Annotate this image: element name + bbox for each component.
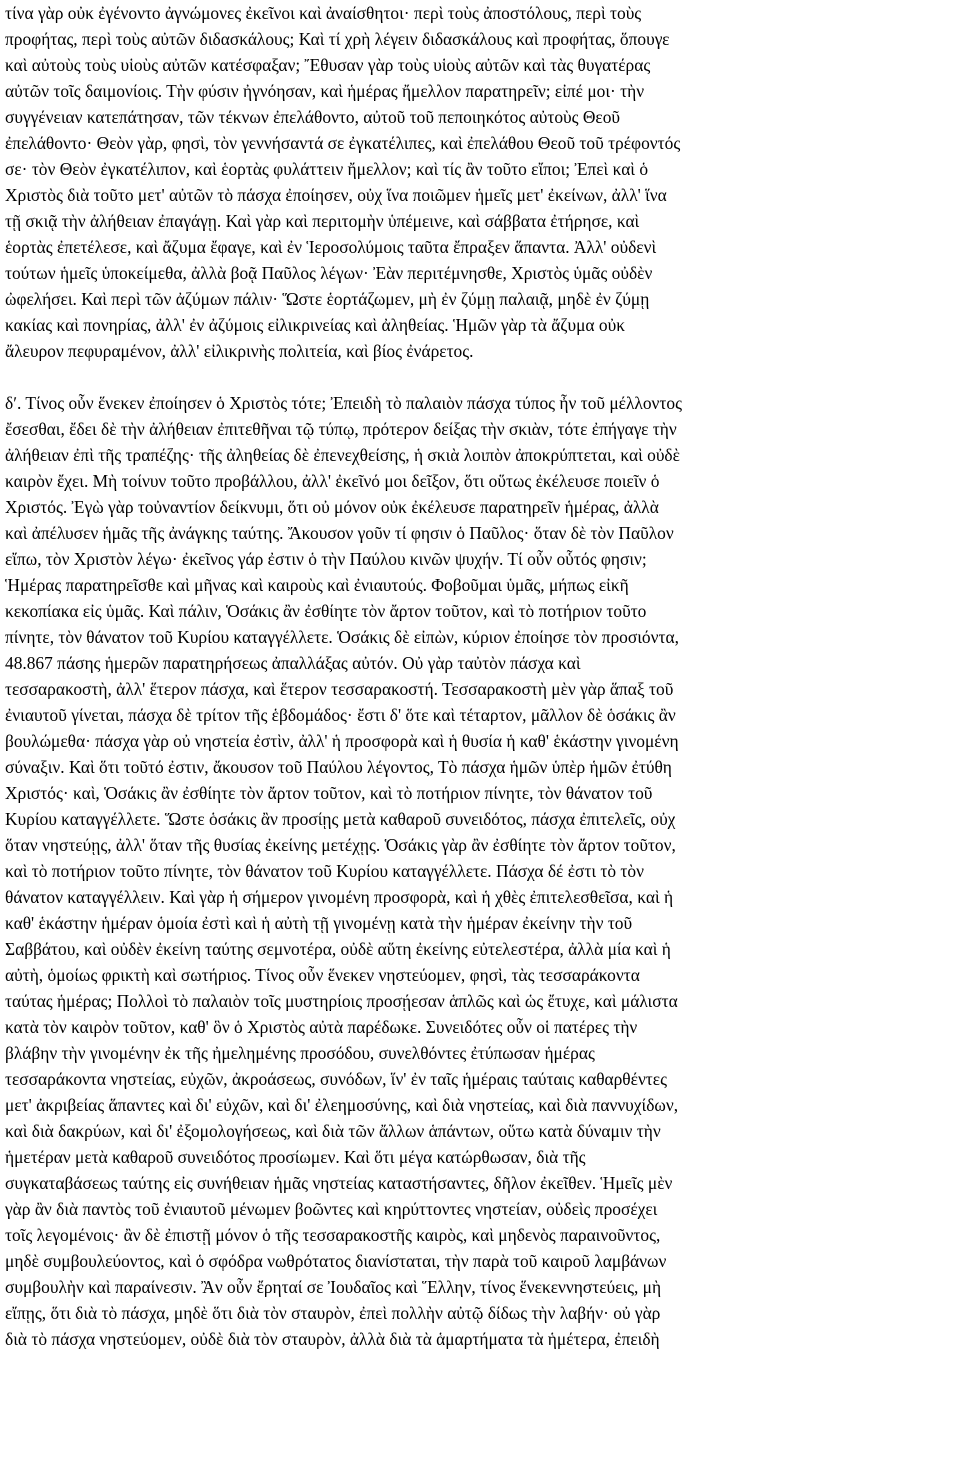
text-line: ἀλήθειαν ἐπὶ τῆς τραπέζης· τῆς ἀληθείας δὲ ἐπενεχθείσης, ἡ σκιὰ λοιπὸν ἀποκρύπτεται, καὶ οὐδὲ bbox=[5, 445, 680, 465]
text-line: σε· τὸν Θεὸν ἐγκατέλιπον, καὶ ἑορτὰς φυλάττειν ἤμελλον; καὶ τίς ἂν τοῦτο εἴποι; Ἐπεὶ καὶ ὁ bbox=[5, 159, 649, 179]
text-line: τῇ σκιᾷ τὴν ἀλήθειαν ἐπαγάγῃ. Καὶ γὰρ καὶ περιτομὴν ὑπέμεινε, καὶ σάββατα ἐτήρησε, καὶ bbox=[5, 211, 640, 231]
text-line: συγγένειαν κατεπάτησαν, τῶν τέκνων ἐπελάθοντο, αὐτοῦ τοῦ πεποιηκότος αὐτοὺς Θεοῦ bbox=[5, 107, 621, 127]
text-line: καὶ αὐτοὺς τοὺς υἱοὺς αὐτῶν κατέσφαξαν; Ἔθυσαν γὰρ τοὺς υἱοὺς αὐτῶν καὶ τὰς θυγατέρας bbox=[5, 55, 651, 75]
text-line: καιρὸν ἔχει. Μὴ τοίνυν τοῦτο προβάλλου, ἀλλ' ἐκεῖνό μοι δεῖξον, ὅτι οὕτως ἐκέλευσε ποιεῖν ὁ bbox=[5, 471, 660, 491]
text-line: Κυρίου καταγγέλλετε. Ὥστε ὁσάκις ἂν προσίῃς μετὰ καθαροῦ συνειδότος, πάσχα ἐπιτελεῖς, οὐχ bbox=[5, 809, 676, 829]
text-line: συμβουλὴν καὶ παραίνεσιν. Ἂν οὖν ἔρηταί σε Ἰουδαῖος καὶ Ἕλλην, τίνος ἕνεκεννηστεύεις, μὴ bbox=[5, 1277, 662, 1297]
text-line: μηδὲ συμβουλεύοντος, καὶ ὁ σφόδρα νωθρότατος διανίσταται, τὴν παρὰ τοῦ καιροῦ λαμβάνων bbox=[5, 1251, 667, 1271]
text-line: ἐνιαυτοῦ γίνεται, πάσχα δὲ τρίτον τῆς ἑβδομάδος· ἔστι δ' ὅτε καὶ τέταρτον, μᾶλλον δὲ ὁσάκις ἂν bbox=[5, 705, 676, 725]
text-line: αὐτῶν τοῖς δαιμονίοις. Τὴν φύσιν ἠγνόησαν, καὶ ἡμέρας ἤμελλον παρατηρεῖν; εἰπέ μοι· τὴν bbox=[5, 81, 645, 101]
text-line: ἔσεσθαι, ἔδει δὲ τὴν ἀλήθειαν ἐπιτεθῆναι τῷ τύπῳ, πρότερον δείξας τὴν σκιὰν, τότε ἐπήγαγε τὴν bbox=[5, 419, 677, 439]
text-line: εἴπῃς, ὅτι διὰ τὸ πάσχα, μηδὲ ὅτι διὰ τὸν σταυρὸν, ἐπεὶ πολλὴν αὐτῷ δίδως τὴν λαβήν· οὐ γὰρ bbox=[5, 1303, 661, 1323]
text-line: γὰρ ἂν διὰ παντὸς τοῦ ἐνιαυτοῦ μένωμεν βοῶντες καὶ κηρύττοντες νηστείαν, οὐδεὶς προσέχει bbox=[5, 1199, 658, 1219]
paragraph-2 bbox=[5, 390, 957, 1352]
text-line: μετ' ἀκριβείας ἅπαντες καὶ δι' εὐχῶν, καὶ δι' ἐλεημοσύνης, καὶ διὰ νηστείας, καὶ διὰ παννυχίδων, bbox=[5, 1095, 679, 1115]
text-line: Σαββάτου, καὶ οὐδὲν ἐκείνη ταύτης σεμνοτέρα, οὐδὲ αὕτη ἐκείνης εὐτελεστέρα, ἀλλὰ μία καὶ ἡ bbox=[5, 939, 671, 959]
text-line: ἡμετέραν μετὰ καθαροῦ συνειδότος προσίωμεν. Καὶ ὅτι μέγα κατώρθωσαν, διὰ τῆς bbox=[5, 1147, 586, 1167]
paragraph-gap bbox=[5, 364, 957, 390]
text-line: Ἡμέρας παρατηρεῖσθε καὶ μῆνας καὶ καιροὺς καὶ ἐνιαυτούς. Φοβοῦμαι ὑμᾶς, μήπως εἰκῆ bbox=[5, 575, 629, 595]
text-line: αὐτὴ, ὁμοίως φρικτὴ καὶ σωτήριος. Τίνος οὖν ἕνεκεν νηστεύομεν, φησὶ, τὰς τεσσαράκοντα bbox=[5, 965, 640, 985]
text-line: ἄλευρον πεφυραμένον, ἀλλ' εἰλικρινὴς πολιτεία, καὶ βίος ἐνάρετος. bbox=[5, 341, 474, 361]
text-line: κεκοπίακα εἰς ὑμᾶς. Καὶ πάλιν, Ὁσάκις ἂν ἐσθίητε τὸν ἄρτον τοῦτον, καὶ τὸ ποτήριον τοῦτο bbox=[5, 601, 647, 621]
text-line: τούτων ἡμεῖς ὑποκείμεθα, ἀλλὰ βοᾷ Παῦλος λέγων· Ἐὰν περιτέμνησθε, Χριστὸς ὑμᾶς οὐδὲν bbox=[5, 263, 653, 283]
text-line: καθ' ἑκάστην ἡμέραν ὁμοία ἐστὶ καὶ ἡ αὐτὴ τῇ γινομένῃ κατὰ τὴν ἡμέραν ἐκείνην τὴν τοῦ bbox=[5, 913, 633, 933]
text-line: καὶ ἀπέλυσεν ἡμᾶς τῆς ἀνάγκης ταύτης. Ἄκουσον γοῦν τί φησιν ὁ Παῦλος· ὅταν δὲ τὸν Παῦλον bbox=[5, 523, 674, 543]
text-line: 48.867 πάσης ἡμερῶν παρατηρήσεως ἀπαλλάξας αὐτόν. Οὐ γὰρ ταὐτὸν πάσχα καὶ bbox=[5, 653, 581, 673]
text-line: κατὰ τὸν καιρὸν τοῦτον, καθ' ὃν ὁ Χριστὸς αὐτὰ παρέδωκε. Συνειδότες οὖν οἱ πατέρες τὴν bbox=[5, 1017, 638, 1037]
text-line: τοῖς λεγομένοις· ἂν δὲ ἐπιστῇ μόνον ὁ τῆς τεσσαρακοστῆς καιρὸς, καὶ μηδενὸς παραινοῦντος, bbox=[5, 1225, 661, 1245]
text-line: ὅταν νηστεύῃς, ἀλλ' ὅταν τῆς θυσίας ἐκείνης μετέχῃς. Ὁσάκις γὰρ ἂν ἐσθίητε τὸν ἄρτον τοῦτον, bbox=[5, 835, 676, 855]
paragraph-1 bbox=[5, 0, 957, 364]
text-line: βουλώμεθα· πάσχα γὰρ οὐ νηστεία ἐστὶν, ἀλλ' ἡ προσφορὰ καὶ ἡ θυσία ἡ καθ' ἑκάστην γινομένη bbox=[5, 731, 679, 751]
text-line: Χριστός. Ἐγὼ γὰρ τοὐναντίον δείκνυμι, ὅτι οὐ μόνον οὐκ ἐκέλευσε παρατηρεῖν ἡμέρας, ἀλλὰ bbox=[5, 497, 659, 517]
text-line: ἑορτὰς ἐπετέλεσε, καὶ ἄζυμα ἔφαγε, καὶ ἐν Ἱεροσολύμοις ταῦτα ἔπραξεν ἅπαντα. Ἀλλ' οὐδενὶ bbox=[5, 237, 657, 257]
text-line: διὰ τὸ πάσχα νηστεύομεν, οὐδὲ διὰ τὸν σταυρὸν, ἀλλὰ διὰ τὰ ἁμαρτήματα τὰ ἡμέτερα, ἐπειδὴ bbox=[5, 1329, 660, 1349]
text-line: τίνα γὰρ οὐκ ἐγένοντο ἀγνώμονες ἐκεῖνοι καὶ ἀναίσθητοι· περὶ τοὺς ἀποστόλους, περὶ τοὺς bbox=[5, 3, 642, 23]
text-line: σύναξιν. Καὶ ὅτι τοῦτό ἐστιν, ἄκουσον τοῦ Παύλου λέγοντος, Τὸ πάσχα ἡμῶν ὑπὲρ ἡμῶν ἐτύθη bbox=[5, 757, 672, 777]
text-line: πίνητε, τὸν θάνατον τοῦ Κυρίου καταγγέλλετε. Ὁσάκις δὲ εἰπὼν, κύριον ἐποίησε τὸν προσιόντα, bbox=[5, 627, 679, 647]
text-line: συγκαταβάσεως ταύτης εἰς συνήθειαν ἡμᾶς νηστείας καταστήσαντες, δῆλον ἐκεῖθεν. Ἡμεῖς μὲν bbox=[5, 1173, 673, 1193]
text-line: εἴπω, τὸν Χριστὸν λέγω· ἐκεῖνος γάρ ἐστιν ὁ τὴν Παύλου κινῶν ψυχήν. Τί οὖν οὗτός φησιν; bbox=[5, 549, 647, 569]
text-line: κακίας καὶ πονηρίας, ἀλλ' ἐν ἀζύμοις εἰλικρινείας καὶ ἀληθείας. Ἡμῶν γὰρ τὰ ἄζυμα οὐκ bbox=[5, 315, 625, 335]
text-line: θάνατον καταγγέλλειν. Καὶ γὰρ ἡ σήμερον γινομένη προσφορὰ, καὶ ἡ χθὲς ἐπιτελεσθεῖσα, καὶ ἡ bbox=[5, 887, 674, 907]
text-line: ὠφελήσει. Καὶ περὶ τῶν ἀζύμων πάλιν· Ὥστε ἑορτάζωμεν, μὴ ἐν ζύμῃ παλαιᾷ, μηδὲ ἐν ζύμῃ bbox=[5, 289, 650, 309]
text-line: βλάβην τὴν γινομένην ἐκ τῆς ἠμελημένης προσόδου, συνελθόντες ἐτύπωσαν ἡμέρας bbox=[5, 1043, 595, 1063]
text-line: τεσσαρακοστὴ, ἀλλ' ἕτερον πάσχα, καὶ ἕτερον τεσσαρακοστή. Τεσσαρακοστὴ μὲν γὰρ ἅπαξ τοῦ bbox=[5, 679, 674, 699]
text-line: ταύτας ἡμέρας; Πολλοὶ τὸ παλαιὸν τοῖς μυστηρίοις προσῄεσαν ἁπλῶς καὶ ὡς ἔτυχε, καὶ μάλιστα bbox=[5, 991, 678, 1011]
text-line: προφήτας, περὶ τοὺς αὐτῶν διδασκάλους; Καὶ τί χρὴ λέγειν διδασκάλους καὶ προφήτας, ὅπουγε bbox=[5, 29, 670, 49]
text-line: τεσσαράκοντα νηστείας, εὐχῶν, ἀκροάσεως, συνόδων, ἵν' ἐν ταῖς ἡμέραις ταύταις καθαρθέντες bbox=[5, 1069, 667, 1089]
text-line: ἐπελάθοντο· Θεὸν γὰρ, φησὶ, τὸν γεννήσαντά σε ἐγκατέλιπες, καὶ ἐπελάθου Θεοῦ τοῦ τρέφοντός bbox=[5, 133, 681, 153]
text-line: Χριστὸς διὰ τοῦτο μετ' αὐτῶν τὸ πάσχα ἐποίησεν, οὐχ ἵνα ποιῶμεν ἡμεῖς μετ' ἐκείνων, ἀλλ' ἵνα bbox=[5, 185, 667, 205]
document-page bbox=[5, 0, 957, 1352]
text-line: δʹ. Τίνος οὖν ἕνεκεν ἐποίησεν ὁ Χριστὸς τότε; Ἐπειδὴ τὸ παλαιὸν πάσχα τύπος ἦν τοῦ μέλλοντος bbox=[5, 393, 682, 413]
text-line: καὶ τὸ ποτήριον τοῦτο πίνητε, τὸν θάνατον τοῦ Κυρίου καταγγέλλετε. Πάσχα δέ ἐστι τὸ τὸν bbox=[5, 861, 644, 881]
text-line: Χριστός· καὶ, Ὁσάκις ἂν ἐσθίητε τὸν ἄρτον τοῦτον, καὶ τὸ ποτήριον πίνητε, τὸν θάνατον τοῦ bbox=[5, 783, 653, 803]
text-line: καὶ διὰ δακρύων, καὶ δι' ἐξομολογήσεως, καὶ διὰ τῶν ἄλλων ἁπάντων, οὕτω κατὰ δύναμιν τὴν bbox=[5, 1121, 661, 1141]
